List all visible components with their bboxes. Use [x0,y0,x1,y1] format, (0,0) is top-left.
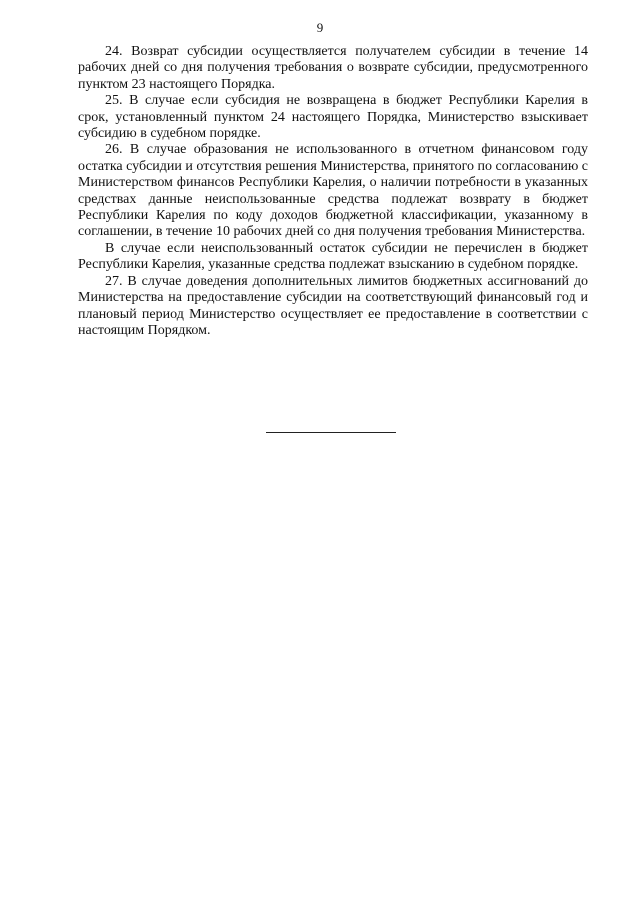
paragraph-24: 24. Возврат субсидии осуществляется получателем субсидии в течение 14 рабочих дней со дня получения требования о возврате субсидии, предусмотренного пунктом 23 настоящего Порядка. [78,44,588,92]
paragraph-27: 27. В случае доведения дополнительных лимитов бюджетных ассигнований до Министерства на предоставление субсидии на соответствующий финансовый год и плановый период Министерство осуществляет ее предоставление в соответствии с настоящим Порядком. [78,273,588,338]
page-number: 9 [316,20,324,35]
end-separator-line [266,432,396,433]
paragraph-25: 25. В случае если субсидия не возвращена в бюджет Республики Карелия в срок, установленный пунктом 24 настоящего Порядка, Министерство взыскивает субсидию в судебном порядке. [78,93,588,142]
paragraph-26-continuation: В случае если неиспользованный остаток субсидии не перечислен в бюджет Республики Карелия, указанные средства подлежат взысканию в судебном порядке. [78,240,588,273]
paragraph-26: 26. В случае образования не использованного в отчетном финансовом году остатка субсидии и отсутствия решения Министерства, принятого по согласованию с Министерством финансов Республики Карелия, о наличии потребности в указанных средствах данные неиспользованные средства подлежат возврату в бюджет Республики Карелия по коду доходов бюджетной классификации, указанному в соглашении, в течение 10 рабочих дней со дня получения требования Министерства. [78,142,588,240]
document-body [78,44,588,339]
